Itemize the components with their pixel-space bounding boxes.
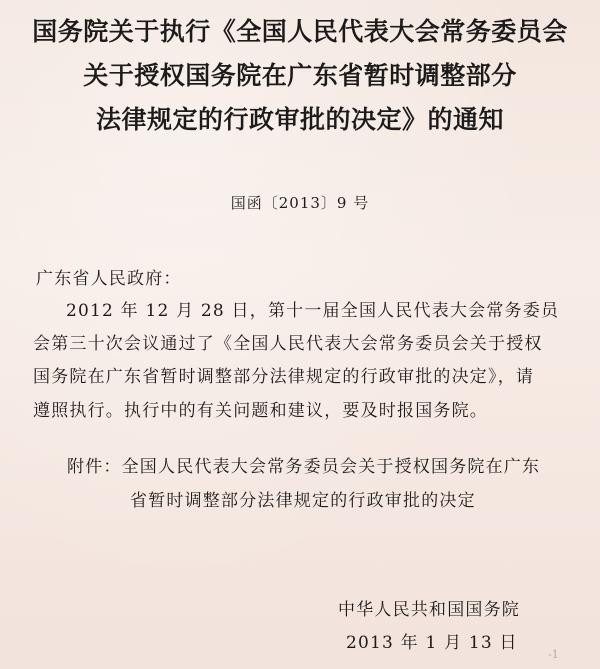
body-line-1: 2012 年 12 月 28 日，第十一届全国人民代表大会常务委员 bbox=[66, 301, 560, 321]
signature-organization: 中华人民共和国国务院 bbox=[338, 600, 520, 620]
title-line-2: 关于授权国务院在广东省暂时调整部分 bbox=[83, 61, 517, 90]
title-line-1: 国务院关于执行《全国人民代表大会常务委员会 bbox=[32, 17, 568, 46]
document-number: 国函〔2013〕9 号 bbox=[230, 194, 370, 212]
corner-mark: -1 bbox=[548, 648, 559, 661]
addressee: 广东省人民政府： bbox=[36, 269, 182, 289]
attachment-line-1: 附件：全国人民代表大会常务委员会关于授权国务院在广东 bbox=[67, 457, 541, 477]
signature-date: 2013 年 1 月 13 日 bbox=[346, 633, 518, 653]
title-line-3: 法律规定的行政审批的决定》的通知 bbox=[95, 105, 504, 134]
body-line-2: 会第三十次会议通过了《全国人民代表大会常务委员会关于授权 bbox=[33, 334, 543, 354]
body-line-3: 国务院在广东省暂时调整部分法律规定的行政审批的决定》，请 bbox=[33, 367, 535, 387]
body-line-4: 遵照执行。执行中的有关问题和建议，要及时报国务院。 bbox=[33, 401, 488, 421]
attachment-line-2: 省暂时调整部分法律规定的行政审批的决定 bbox=[130, 491, 476, 511]
